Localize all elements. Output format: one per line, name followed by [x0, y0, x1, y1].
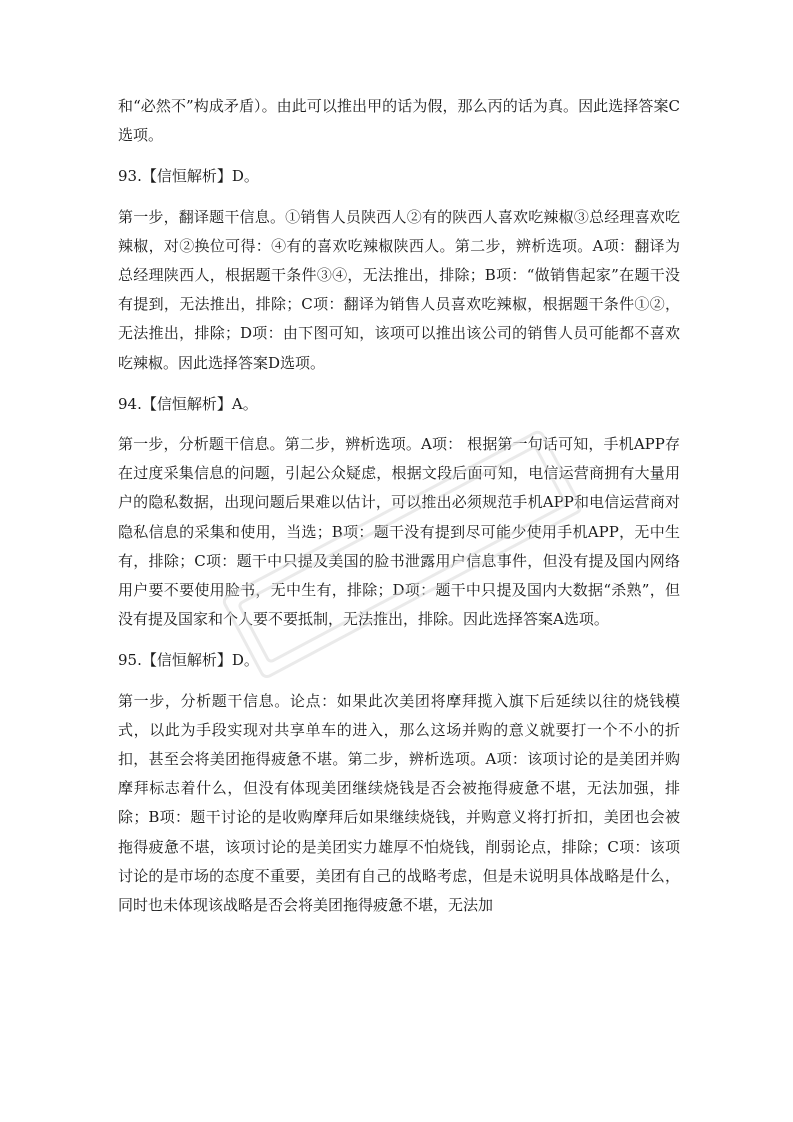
answer-heading-95: 95.【信恒解析】D。	[118, 651, 259, 670]
answer-explanation-93: 第一步，翻译题干信息。①销售人员陕西人②有的陕西人喜欢吃辣椒③总经理喜欢吃辣椒，对②换位可得：④有的喜欢吃辣椒陕西人。第二步，辨析选项。A项：翻译为总经理陕西人，根据题干条件③④，无法推出，排除；B项：“做销售起家”在题干没有提到，无法推出，排除；C项：翻译为销售人员喜欢吃辣椒，根据题干条件①②，无法推出，排除；D项：由下图可知，该项可以推出该公司的销售人员可能都不喜欢吃辣椒。因此选择答案D选项。	[118, 207, 680, 372]
document-body	[118, 92, 680, 920]
answer-explanation-94: 第一步，分析题干信息。第二步，辨析选项。A项： 根据第一句话可知，手机APP存在过度采集信息的问题，引起公众疑虑，根据文段后面可知，电信运营商拥有大量用户的隐私数据，出现问题后果难以估计，可以推出必须规范手机APP和电信运营商对隐私信息的采集和使用，当选；B项：题干没有提到尽可能少使用手机APP，无中生有，排除；C项：题干中只提及美国的脸书泄露用户信息事件，但没有提及国内网络用户要不要使用脸书，无中生有，排除；D项：题干中只提及国内大数据“杀熟”，但没有提及国家和个人要不要抵制，无法推出，排除。因此选择答案A选项。	[118, 435, 680, 629]
paragraph-continuation: 和“必然不”构成矛盾）。由此可以推出甲的话为假，那么丙的话为真。因此选择答案C选项。	[118, 97, 680, 145]
answer-heading-94: 94.【信恒解析】A。	[118, 394, 258, 413]
answer-explanation-95: 第一步，分析题干信息。论点：如果此次美团将摩拜揽入旗下后延续以往的烧钱模式，以此为手段实现对共享单车的进入，那么这场并购的意义就要打一个不小的折扣，甚至会将美团拖得疲惫不堪。第二步，辨析选项。A项：该项讨论的是美团并购摩拜标志着什么，但没有体现美团继续烧钱是否会被拖得疲惫不堪，无法加强，排除；B项：题干讨论的是收购摩拜后如果继续烧钱，并购意义将打折扣，美团也会被拖得疲惫不堪，该项讨论的是美团实力雄厚不怕烧钱，削弱论点，排除；C项：该项讨论的是市场的态度不重要，美团有自己的战略考虑，但是未说明具体战略是什么，同时也未体现该战略是否会将美团拖得疲惫不堪，无法加	[118, 691, 680, 915]
answer-heading-93: 93.【信恒解析】D。	[118, 167, 259, 186]
